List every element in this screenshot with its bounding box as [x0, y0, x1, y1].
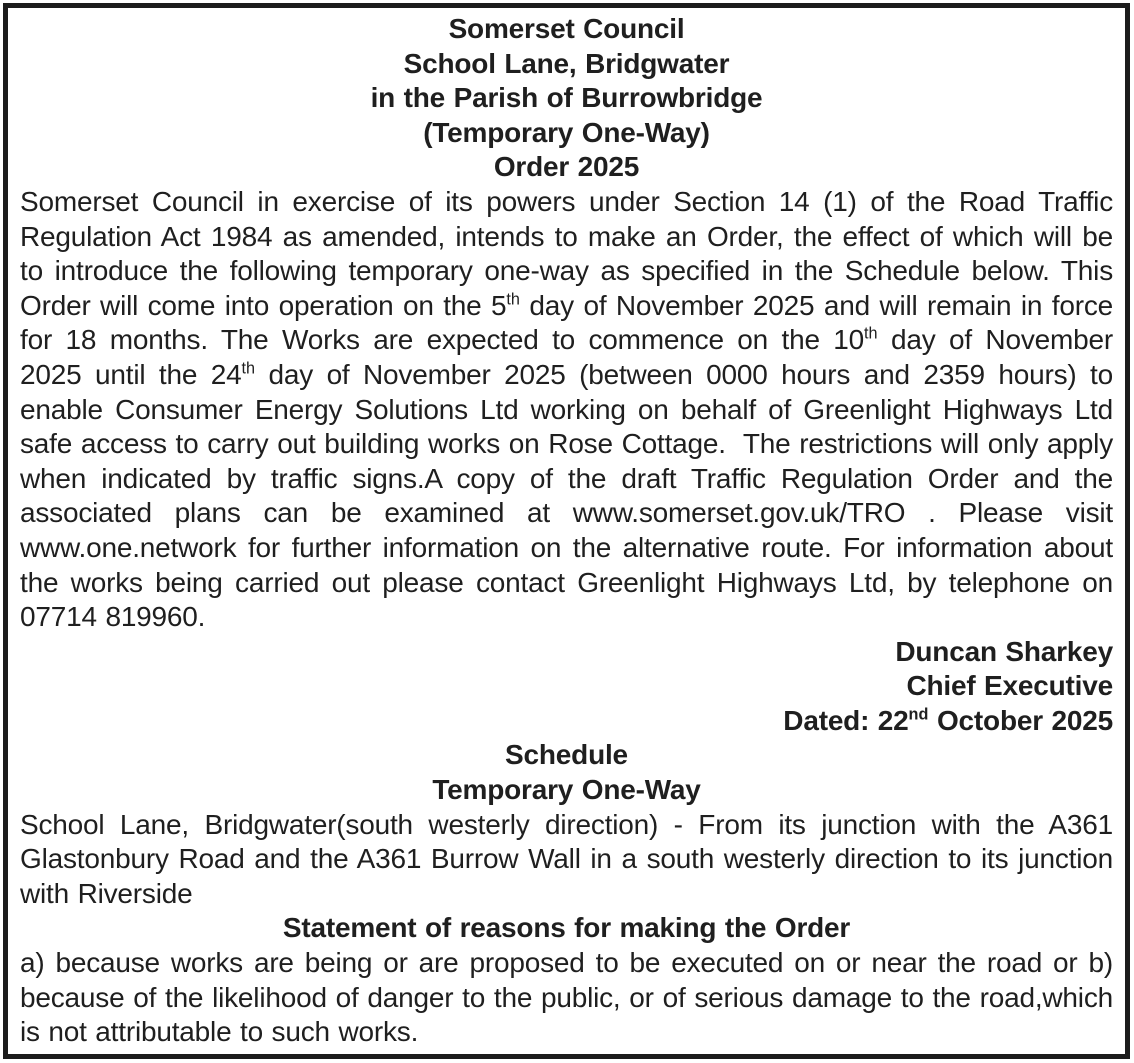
schedule-heading: Schedule [505, 739, 628, 771]
signatory-role: Chief Executive [906, 670, 1113, 702]
statement-heading: Statement of reasons for making the Order [282, 912, 851, 944]
notice-title-restriction: (Temporary One-Way) [423, 116, 710, 148]
signatory-name: Duncan Sharkey [895, 635, 1113, 667]
schedule-subheading: Temporary One-Way [432, 774, 701, 806]
notice-title-road: School Lane, Bridgwater [403, 47, 730, 79]
notice-title-order: Order 2025 [493, 151, 640, 183]
notice-body-paragraph: Somerset Council in exercise of its powers under Section 14 (1) of the Road Traffic Regulation Act 1984 as amended, intends to make an Order, the effect of which will be to introduce the following temporary one-way as specified in the Schedule below. This Order will come into operation on the 5th day of November 2025 and will remain in force for 18 months. The Works are expected to commence on the 10th day of November 2025 until the 24th day of November 2025 (between 0000 hours and 2359 hours) to enable Consumer Energy Solutions Ltd working on behalf of Greenlight Highways Ltd safe access to carry out building works on Rose Cottage. The restrictions will only apply when indicated by traffic signs.A copy of the draft Traffic Regulation Order and the associated plans can be examined at www.somerset.gov.uk/TRO . Please visit www.one.network for further information on the alternative route. For information about the works being carried out please contact Greenlight Highways Ltd, by telephone on 07714 819960. [20, 185, 1122, 633]
notice-title-parish: in the Parish of Burrowbridge [370, 82, 763, 114]
schedule-body: School Lane, Bridgwater(south westerly direction) - From its junction with the A361 Glastonbury Road and the A361 Burrow Wall in a south westerly direction to its junction with Riverside [20, 808, 1122, 909]
notice-border-frame [3, 3, 1130, 1059]
statement-body: a) because works are being or are proposed to be executed on or near the road or b) because of the likelihood of danger to the public, or of serious damage to the road,which is not attributable to such works. [20, 947, 1122, 1048]
notice-title-authority: Somerset Council [448, 13, 685, 44]
signature-date: Dated: 22nd October 2025 [783, 704, 1113, 736]
